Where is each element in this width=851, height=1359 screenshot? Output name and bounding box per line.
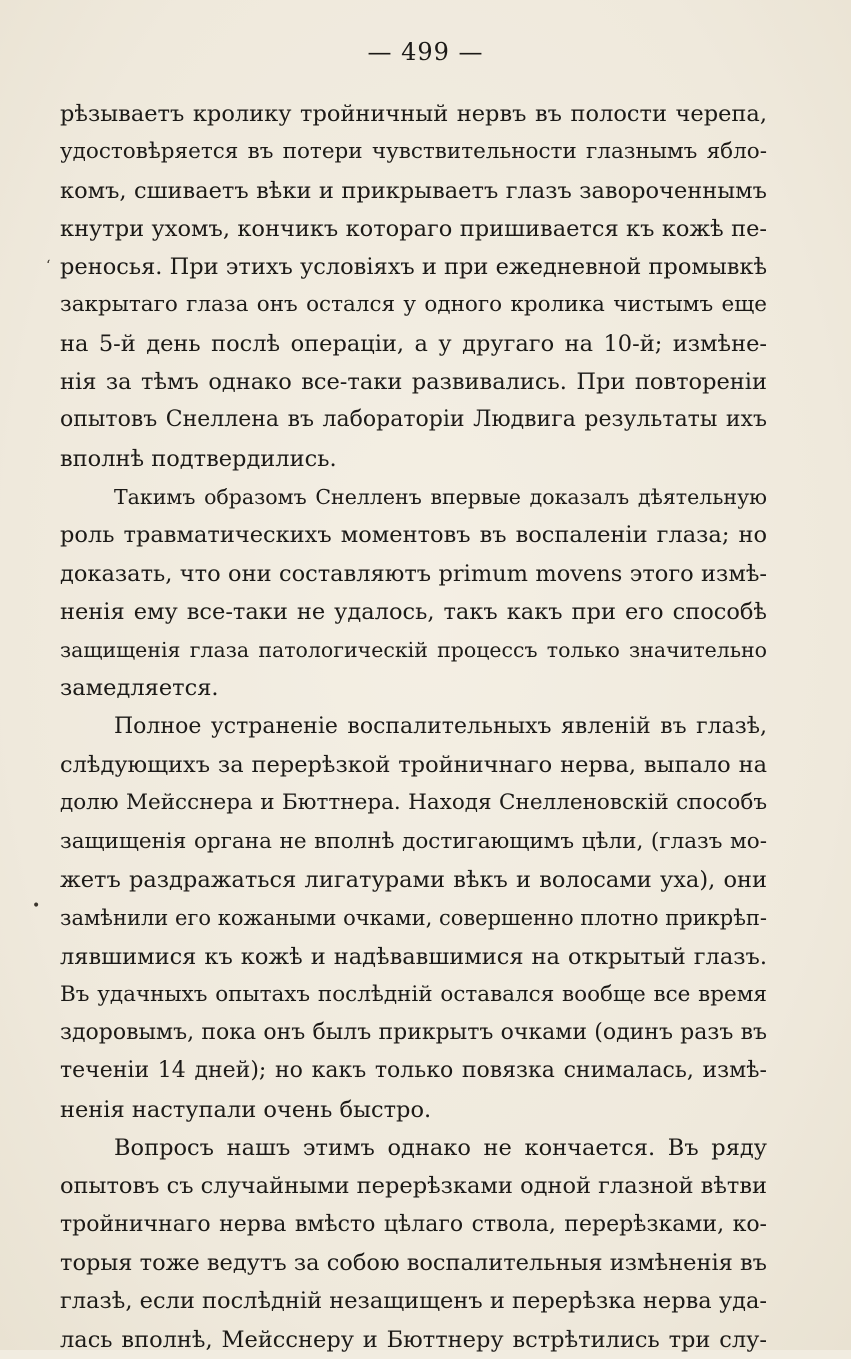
text-line: кнутри ухомъ, кончикъ котораго пришивается къ кожѣ пе-	[60, 215, 767, 242]
text-line: закрытаго глаза онъ остался у одного кролика чистымъ еще	[60, 292, 767, 318]
text-line: долю Мейсснера и Бюттнера. Находя Снелленовскій способъ	[60, 790, 767, 816]
text-line: удостовѣряется въ потери чувствительности глазнымъ ябло-	[60, 139, 767, 165]
text-line: лась вполнѣ, Мейсснеру и Бюттнеру встрѣтились три слу-	[60, 1326, 767, 1353]
text-line: замѣнили его кожаными очками, совершенно плотно прикрѣп-	[60, 906, 767, 931]
text-line: Полное устраненіе воспалительныхъ явленій въ глазѣ,	[114, 713, 767, 739]
text-line: комъ, сшиваетъ вѣки и прикрываетъ глазъ завороченнымъ	[60, 177, 767, 204]
text-line: слѣдующихъ за перерѣзкой тройничнаго нерва, выпало на	[60, 752, 767, 779]
text-line: доказать, что они составляютъ primum movens этого измѣ-	[60, 560, 767, 587]
text-line: глазѣ, если послѣдній незащищенъ и перерѣзка нерва уда-	[60, 1288, 767, 1315]
text-line: тройничнаго нерва вмѣсто цѣлаго ствола, перерѣзками, ко-	[60, 1211, 767, 1237]
text-line: защищенія глаза патологическій процессъ только значительно	[60, 638, 767, 663]
text-line: торыя тоже ведутъ за собою воспалительныя измѣненія въ	[60, 1249, 767, 1276]
text-line: ненія наступали очень быстро.	[60, 1096, 432, 1123]
text-line: теченіи 14 дней); но какъ только повязка снималась, измѣ-	[60, 1058, 767, 1084]
text-line: опытовъ съ случайными перерѣзками одной глазной вѣтви	[60, 1173, 767, 1200]
text-line: лявшимися къ кожѣ и надѣвавшимися на открытый глазъ.	[60, 943, 767, 970]
text-line: замедляется.	[60, 675, 219, 702]
text-line: здоровымъ, пока онъ былъ прикрытъ очками (одинъ разъ въ	[60, 1020, 767, 1046]
text-line: опытовъ Снеллена въ лабораторіи Людвига результаты ихъ	[60, 407, 767, 433]
text-line: Въ удачныхъ опытахъ послѣдній оставался вообще все время	[60, 981, 767, 1007]
text-line: вполнѣ подтвердились.	[60, 445, 337, 472]
text-line: защищенія органа не вполнѣ достигающимъ цѣли, (глазъ мо-	[60, 828, 767, 854]
text-line: роль травматическихъ моментовъ въ воспаленіи глаза; но	[60, 522, 767, 549]
text-line: Вопросъ нашъ этимъ однако не кончается. Въ ряду	[114, 1135, 767, 1162]
text-line: жетъ раздражаться лигатурами вѣкъ и волосами уха), они	[60, 866, 767, 893]
page-number: — 499 —	[367, 38, 484, 66]
body-text	[60, 95, 767, 1359]
text-line: рѣзываетъ кролику тройничный нервъ въ полости черепа,	[60, 101, 767, 127]
text-line: нія за тѣмъ однако все-таки развивались. При повтореніи	[60, 369, 767, 396]
text-line: Такимъ образомъ Снелленъ впервые доказалъ дѣятельную	[114, 484, 767, 509]
margin-speck: ʻ	[46, 258, 51, 274]
text-line: реносья. При этихъ условіяхъ и при ежедневной промывкѣ	[60, 254, 767, 281]
margin-dot: •	[32, 898, 41, 914]
text-line: ненія ему все-таки не удалось, такъ какъ при его способѣ	[60, 598, 767, 625]
text-line: на 5-й день послѣ операціи, а у другаго на 10-й; измѣне-	[60, 330, 767, 357]
